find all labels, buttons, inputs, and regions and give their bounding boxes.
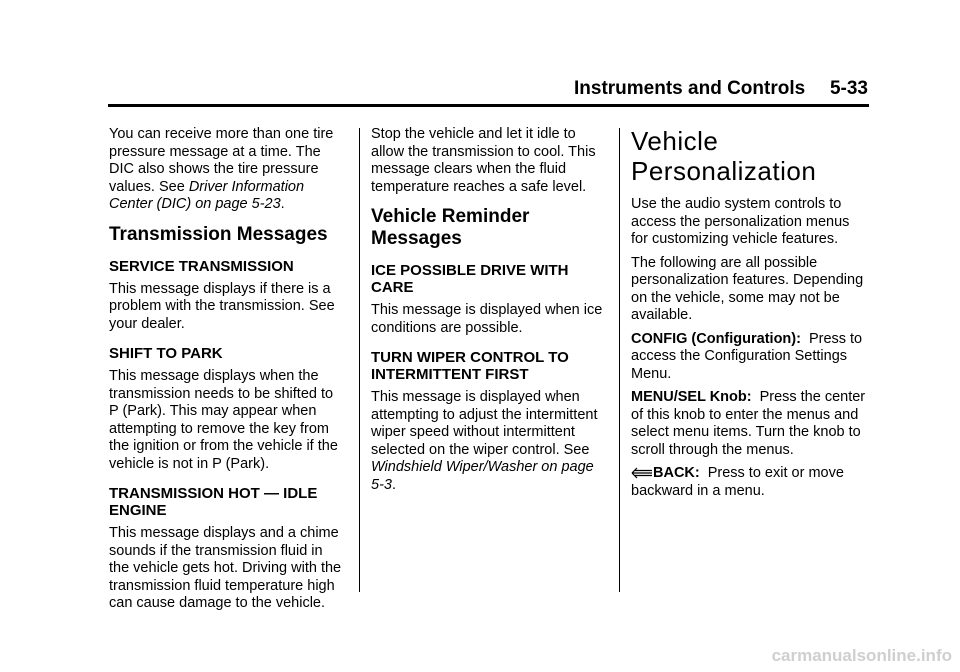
stop-vehicle-paragraph: Stop the vehicle and let it idle to allow the transmission to cool. This message clears when the fluid temperature reaches a safe level. [371, 126, 596, 195]
header-section-title: Instruments and Controls [574, 78, 806, 99]
config-text: Press to access the Configuration Settings Menu. [631, 330, 863, 382]
watermark: carmanualsonline.info [771, 646, 952, 665]
heading-turn-wiper: TURN WIPER CONTROL TO INTERMITTENT FIRST [371, 349, 569, 383]
column-divider-1 [359, 128, 360, 592]
transmission-hot-paragraph: This message displays and a chime sounds if the transmission fluid in the vehicle gets hot. Driving with the transmission fluid temperature high can cause damage to the vehicle. [109, 525, 342, 611]
heading-service-transmission: SERVICE TRANSMISSION [109, 257, 294, 275]
config-label: CONFIG (Configuration): [631, 330, 801, 347]
tire-pressure-paragraph [109, 126, 344, 214]
heading-ice-possible: ICE POSSIBLE DRIVE WITH CARE [371, 262, 569, 296]
header-page-number: 5-33 [829, 78, 868, 99]
shift-to-park-paragraph: This message displays when the transmission needs to be shifted to P (Park). This may appear when attempting to remove the key from the ignition or from the vehicle if the vehicle is not in P (Park). [109, 368, 338, 472]
period: . [391, 476, 396, 493]
wiper-reference-link[interactable]: Windshield Wiper/Washer on page 5-3 [371, 459, 594, 493]
menu-sel-paragraph [631, 389, 866, 459]
personalization-features-paragraph: The following are all possible personalization features. Depending on the vehicle, some may not be available. [631, 254, 864, 323]
heading-vehicle-reminder: Vehicle Reminder Messages [371, 206, 530, 249]
page-header [574, 78, 868, 104]
personalization-intro-paragraph: Use the audio system controls to access the personalization menus for customizing vehicle features. [631, 196, 850, 247]
back-text: Press to exit or move backward in a menu. [631, 465, 844, 499]
ice-paragraph: This message is displayed when ice conditions are possible. [371, 302, 603, 336]
wiper-paragraph [371, 389, 606, 494]
heading-transmission-hot: TRANSMISSION HOT — IDLE ENGINE [109, 485, 318, 519]
heading-transmission-messages: Transmission Messages [109, 223, 328, 245]
column-2 [371, 126, 606, 500]
back-label: BACK: [653, 465, 700, 481]
config-paragraph [631, 331, 866, 384]
heading-vehicle-personalization: Vehicle Personalization [631, 126, 817, 186]
menu-sel-label: MENU/SEL Knob: [631, 389, 752, 405]
column-1 [109, 126, 344, 619]
service-transmission-paragraph: This message displays if there is a problem with the transmission. See your dealer. [109, 280, 335, 332]
period: . [280, 196, 285, 212]
wiper-text: This message is displayed when attempting to adjust the intermittent wiper speed without intermittent selected on the wiper control. See [371, 389, 598, 458]
column-divider-2 [619, 128, 620, 592]
dic-reference-link[interactable]: Driver Information Center (DIC) on page 5-23 [109, 178, 305, 212]
back-paragraph [631, 465, 866, 500]
heading-shift-to-park: SHIFT TO PARK [109, 345, 223, 362]
tire-pressure-text: You can receive more than one tire pressure message at a time. The DIC also shows the tire pressure values. See [109, 126, 334, 195]
menu-sel-text: Press the center of this knob to enter the menus and select menu items. Turn the knob to scroll through the menus. [631, 389, 866, 458]
back-arrow-icon [631, 467, 653, 479]
header-rule [108, 104, 869, 107]
column-3 [631, 126, 866, 506]
